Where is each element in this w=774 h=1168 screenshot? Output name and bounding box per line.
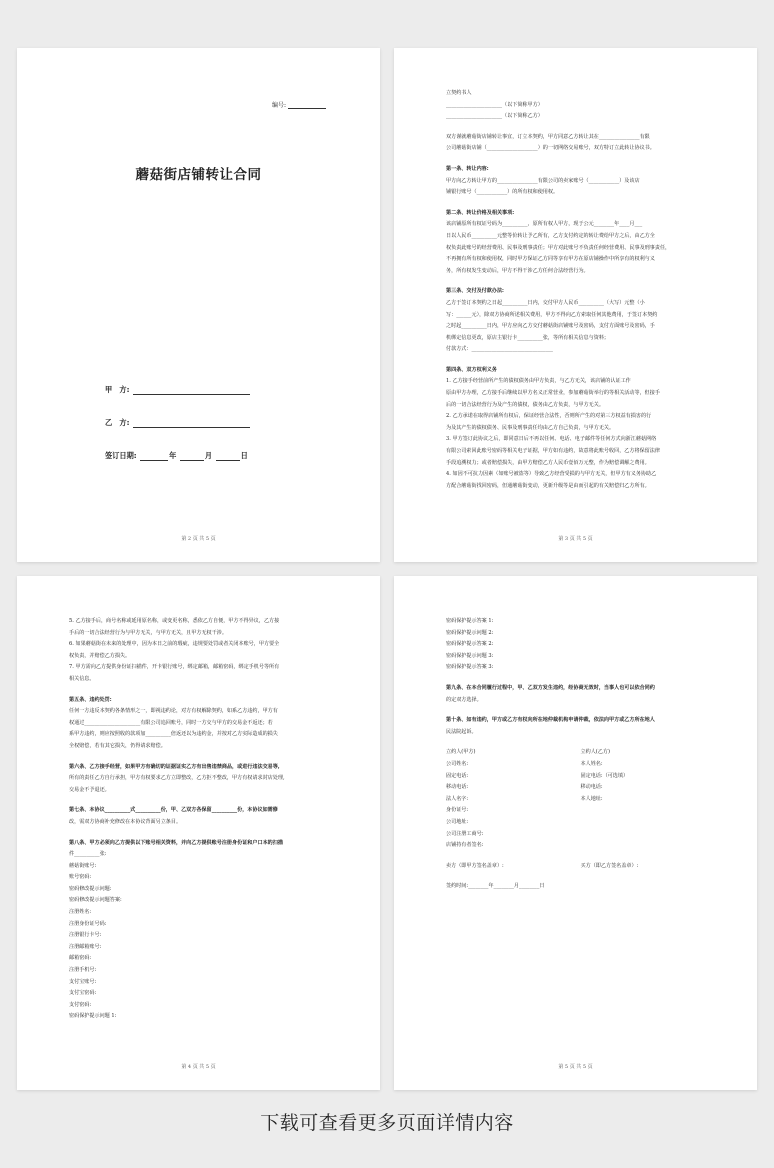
text-line: 所有的责任乙方自行承担，甲方有权要求乙方立即整改，乙方拒不整改，甲方有权请求封店处理, xyxy=(69,775,285,782)
day-label: 日 xyxy=(240,451,248,460)
text-line: 3. 甲方签订此协议之后，即同意日后不再以任何、电话、电子邮件等任何方式向浙江蘑菇网络 xyxy=(446,436,657,443)
party-a-row xyxy=(105,385,250,395)
text-line: 密码保护提示问题 1: xyxy=(69,1013,117,1020)
article-heading: 第七条、本协议__________式__________份，甲、乙双方各保留__________份，本协议如需修 xyxy=(69,807,278,814)
party-b-field xyxy=(581,840,716,852)
party-a-label: 甲 方: xyxy=(105,385,130,394)
contract-page-cover xyxy=(17,48,380,562)
buyer-seal-label: 买方（即乙方签名盖章）: xyxy=(580,862,639,869)
text-line: 件__________张: xyxy=(69,851,107,858)
text-line: 注册身份证号码: xyxy=(69,920,107,927)
party-b-field: 移动电话: xyxy=(580,784,603,791)
month-blank xyxy=(180,452,204,461)
party-a-field: 移动电话: xyxy=(446,784,469,791)
text-line: 改，需双方协商补充修改在本协议背面另立条目。 xyxy=(69,818,182,825)
party-b-field: 固定电话:（可选填） xyxy=(580,772,629,779)
text-line: 手段追溯权力；或者赔偿损失，由甲方赔偿乙方人民币壹佰万元整，作为赔偿调解之费用。 xyxy=(446,459,650,466)
party-b-field xyxy=(581,829,716,841)
text-line: 后的一切合法经营行为及产生的债权，债务由乙方负责，与甲方无关。 xyxy=(446,401,604,408)
seller-seal-label: 卖方（即甲方签名盖章）: xyxy=(446,862,504,869)
password-hints xyxy=(446,616,715,674)
text-line: 支付宝密码: xyxy=(69,990,97,997)
signatory-row xyxy=(446,759,715,771)
text-line: 任何一方违反本契约各条情形之一，即视违约论，对方有权解除契约，如系乙方违约，甲方有 xyxy=(69,708,278,715)
article-heading: 第八条、甲方必须向乙方提供以下账号相关资料，并向乙方提供账号注册身份证和户口本的扫描 xyxy=(69,839,283,846)
serial-blank xyxy=(288,101,326,109)
article-heading: 第五条、违约处罚: xyxy=(69,696,112,703)
signatory-row xyxy=(446,840,715,852)
text-line: 机绑定信息更改，原店主银行卡__________张，等所有相关信息与资料； xyxy=(446,334,610,341)
page-body xyxy=(446,88,715,492)
page-footer: 第 3 页 共 5 页 xyxy=(558,536,593,542)
hint-line: 密码保护提示答案 2: xyxy=(446,641,494,648)
signatory-row xyxy=(446,829,715,841)
page-footer: 第 2 页 共 5 页 xyxy=(181,536,216,542)
day-blank xyxy=(216,452,240,461)
text-line: 务，所有权发生变动后，甲方不得干涉乙方任何合法经营行为。 xyxy=(446,267,589,274)
text-line: 蘑菇街账号: xyxy=(69,862,97,869)
signatory-row xyxy=(446,794,715,806)
text-line: 注册手机号: xyxy=(69,967,97,974)
party-a-field: 店铺持有者签名: xyxy=(446,842,484,849)
text-line: 公司蘑菇街店铺（____________________）的一切网络交易账号，双方特订立此转让协议书。 xyxy=(446,145,655,152)
contract-page-3 xyxy=(17,576,380,1090)
text-line: 支付密码: xyxy=(69,1001,92,1008)
text-line: 有限公司索回此账号密码等相关电子证据，甲方如有违约，故意将此账号收回，乙方将保留法律 xyxy=(446,448,660,455)
text-line: 注册姓名: xyxy=(69,909,92,916)
article-heading: 第二条、转让价格及相关事项: xyxy=(446,209,515,216)
party-a-field: 法人名字: xyxy=(446,795,469,802)
text-line: 日以人民币__________元整等价转让予乙所有，乙方支付约定的转让费给甲方之后，由乙方全 xyxy=(446,232,655,239)
text-line: 邮箱密码: xyxy=(69,955,92,962)
hint-line: 密码保护提示答案 3: xyxy=(446,664,494,671)
text-line: 相关信息。 xyxy=(69,675,95,682)
text-line: 5. 乙方接手后，商号名称或延用原名称，或变更名称，悉依乙方自便，甲方不得异议，乙方接 xyxy=(69,618,280,624)
text-line: 立契约书人 xyxy=(446,90,472,96)
text-line: 手后的一切合法经营行为与甲方无关，与甲方无关，且甲方无权干涉。 xyxy=(69,629,227,636)
party-a-field: 公司注册工商号: xyxy=(446,830,484,837)
signatory-row xyxy=(446,782,715,794)
text-line: 密码修改提示问题: xyxy=(69,885,112,892)
download-hint: 下载可查看更多页面详情内容 xyxy=(260,1112,514,1134)
page-footer: 第 5 页 共 5 页 xyxy=(558,1064,593,1070)
page-body xyxy=(69,616,338,1023)
party-b-field xyxy=(581,805,716,817)
text-line: 权通过______________________有限公司追回账号，同时一方交与甲方的交易金不返还；若 xyxy=(69,719,273,726)
text-line: 原由甲方办理，乙方接手后继续以甲方名义正常营业，参加蘑菇街举行的等相关活动等，但接手 xyxy=(446,390,660,397)
text-line: 2. 乙方承诺在取得店铺所有权后，保证经营合法性，否则所产生的对第三方权益有损害的行 xyxy=(446,413,652,420)
sign-date-label: 签订日期: xyxy=(105,451,137,460)
seal-row xyxy=(446,861,715,873)
text-line: 7. 甲方需向乙方提供身份证扫描件，开卡银行账号，绑定邮箱，邮箱密码，绑定手机号等所有 xyxy=(69,664,280,671)
month-label: 月 xyxy=(204,451,213,460)
text-line: 方配合蘑菇街找回密码，但通蘑菇街变动，更新升级等是由而引起的有关赔偿归乙方所有。 xyxy=(446,482,650,489)
text-line: 4. 如因不可抗力因素（如账号被盗等）导致乙方经营受损的与甲方无关，但甲方有义务协助乙 xyxy=(446,471,657,478)
article-heading: 第一条、转让内容: xyxy=(446,165,489,172)
serial-label: 编号: xyxy=(271,102,286,109)
article-heading: 第六条、乙方接手经营，如果甲方有确切的证据证实乙方有出售违禁商品，或进行违法交易等, xyxy=(69,763,280,770)
text-line: 不再拥有所有权和使用权，同时甲方保证乙方同等享有甲方在原店铺操作中所享有的权利与义 xyxy=(446,256,655,263)
text-line: 为及其产生的债权债务、民事及刑事责任均由乙方自己负责，与甲方无关。 xyxy=(446,424,615,431)
hint-line: 密码保护提示答案 1: xyxy=(446,618,494,624)
text-line: 权负责，并赔偿乙方损失。 xyxy=(69,652,131,659)
party-b-field xyxy=(581,817,716,829)
sign-date-row xyxy=(105,451,248,461)
text-line: 注册邮箱账号: xyxy=(69,943,102,950)
serial-number xyxy=(272,100,326,109)
text-line: 全权赔偿，若有其它损失，仍得请求赔偿。 xyxy=(69,742,166,749)
year-blank xyxy=(140,452,168,461)
article-heading: 第四条、双方权利义务 xyxy=(446,366,497,373)
page-footer: 第 4 页 共 5 页 xyxy=(181,1064,216,1070)
text-line: 铺银行账号（____________）的所有权和使用权。 xyxy=(446,189,559,196)
party-a-field: 身份证号: xyxy=(446,807,469,814)
party-b-field: 本人地址: xyxy=(580,795,603,802)
party-a-field: 公司地址: xyxy=(446,818,469,825)
text-line: 之时起__________日内，甲方应向乙方交付蘑菇街店铺账号及密码，支付方面账号及密码，手 xyxy=(446,323,655,330)
party-a-field: 公司姓名: xyxy=(446,760,469,767)
signatory-row xyxy=(446,805,715,817)
hint-line: 密码保护提示问题 2: xyxy=(446,629,494,636)
text-line: 写：______元），除双方协商所述相关费用，甲方不得向乙方索取任何其他费用，于签订本契约 xyxy=(446,311,658,318)
signatory-row xyxy=(446,747,715,759)
text-line: 交易金不予退还。 xyxy=(69,786,110,793)
text-line: 权负责此账号的经营费用、民事及刑事责任；甲方对此账号不负责任何经营费用、民事及刑事责任， xyxy=(446,244,671,251)
article-9-cont: 的定双方选择。 xyxy=(446,696,482,703)
article-9: 第九条、在本合同履行过程中，甲、乙双方发生违约，经协商无效时，当事人也可以依合同约 xyxy=(446,684,655,691)
party-a-field: 立约人(甲方) xyxy=(446,749,476,756)
party-b-line xyxy=(133,418,250,428)
text-line: 甲方向乙方转让甲方的________________有限公司的卖家账号（____________）及该店 xyxy=(446,177,640,184)
contract-page-2 xyxy=(394,48,757,562)
text-line: ______________________（以下简称乙方） xyxy=(446,113,543,120)
article-10-cont: 民法院起诉。 xyxy=(446,728,477,735)
text-line: 注册银行卡号: xyxy=(69,932,102,939)
text-line: 账号密码: xyxy=(69,874,92,881)
party-b-label: 乙 方: xyxy=(105,418,130,427)
signatory-row xyxy=(446,771,715,783)
article-10: 第十条、如有违约，甲方或乙方有权向所在地仲裁机构申请仲裁，依法向甲方或乙方所在地人 xyxy=(446,717,655,724)
year-label: 年 xyxy=(169,451,177,460)
signatory-row xyxy=(446,817,715,829)
text-line: ______________________（以下简称甲方） xyxy=(446,101,543,108)
text-line xyxy=(446,123,715,132)
sign-time: 签约时间:________年________月________日 xyxy=(446,883,545,890)
text-line: 该店铺原所有权证号码为__________，原所有权人甲方，现于公元________年____月___ xyxy=(446,221,643,228)
text-line: 乙方于签订本契约之日起__________日内，交付甲方人民币__________（大写）元整（小 xyxy=(446,299,645,306)
party-b-field: 立约人(乙方) xyxy=(580,749,610,756)
hint-line: 密码保护提示问题 3: xyxy=(446,652,494,659)
party-b-row xyxy=(105,418,250,428)
party-a-field: 固定电话: xyxy=(446,772,469,779)
article-heading: 第三条、交付及付款办法: xyxy=(446,288,504,295)
text-line: 支付宝账号: xyxy=(69,978,97,985)
party-b-field: 本人姓名: xyxy=(580,760,603,767)
contract-page-4 xyxy=(394,576,757,1090)
text-line: 付款方式：________________________________ xyxy=(446,346,553,353)
text-line: 双方谨就蘑菇街店铺转让事宜，订立本契约，甲方同意乙方转让其在________________有限 xyxy=(446,133,650,140)
text-line: 6. 如果蘑菇街在未来的处理中，因为本日之前的瑕疵，违规要处罚或者关闭本账号，甲方要全 xyxy=(69,641,280,648)
text-line: 1. 乙方接手经营前所产生的债权债务由甲方负责，与乙方无关，该店铺的认证工作 xyxy=(446,378,631,385)
text-line: 密码修改提示问题答案: xyxy=(69,897,122,904)
text-line: 系甲方违约，则应按照收的款项加__________倍返还以为违约金，并按对乙方实际造成的损失 xyxy=(69,731,278,738)
party-a-line xyxy=(133,385,250,395)
contract-title: 蘑菇街店铺转让合同 xyxy=(135,167,262,183)
page-body xyxy=(446,616,715,893)
signatory-table xyxy=(446,747,715,851)
